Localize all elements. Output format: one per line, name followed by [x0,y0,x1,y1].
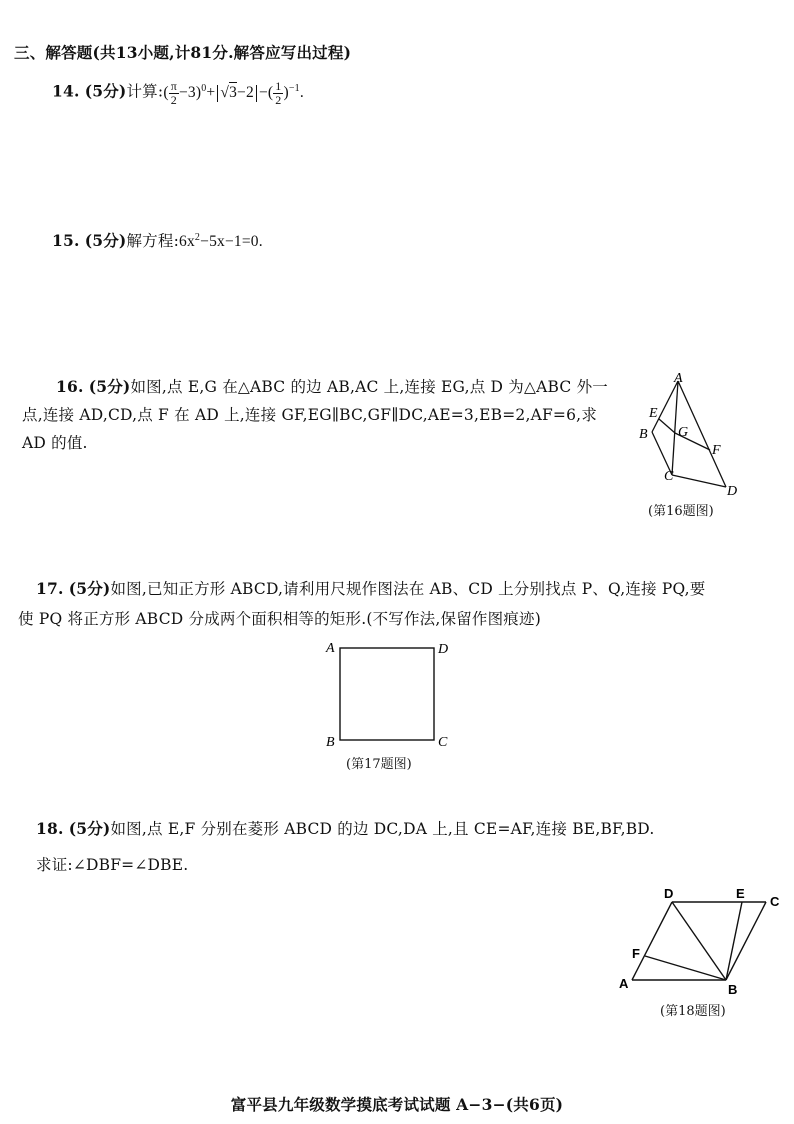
figure-17 [318,636,458,751]
segment-eg [659,419,675,433]
caption-16: (第16题图) [648,504,714,519]
label-b: B [639,427,648,442]
label-a: A [674,372,683,386]
q16-points: (5分) [88,377,131,396]
q14-number: 14. [52,81,80,101]
segment-bf [645,956,726,980]
q14-lead: 计算: [126,82,164,101]
segment-ad [632,902,672,980]
q15-equation: $6x^2-5x-1=0$. [179,232,263,251]
q14-points: (5分) [84,81,127,101]
q15-points: (5分) [84,231,127,251]
segment-bd [672,902,726,980]
section-header [14,44,351,63]
q18-line-2: 求证:∠DBF=∠DBE. [36,856,189,874]
section-title: 、解答题(共13小题,计81分.解答应写出过程) [29,43,352,62]
label-e: E [649,406,658,421]
label-d: D [727,484,738,499]
q16-line-2: 点,连接 AD,CD,点 F 在 AD 上,连接 GF,EG∥BC,GF∥DC,AE=3,EB=2,AF=6,求 [22,406,598,424]
caption-17: (第17题图) [346,757,412,772]
label-b: B [326,735,335,750]
q15-number: 15. [52,231,80,251]
segment-cd [672,475,726,487]
caption-18: (第18题图) [660,1004,726,1019]
q16-line-3: AD 的值. [22,434,88,452]
label-f: F [712,443,721,458]
label-b: B [728,982,738,997]
q14-pi-fraction: $\frac{\pi}{2}$ [170,79,177,107]
q14-expression: ( $\frac{\pi}{2}$ −3)$^0$+ √3−2 −( $\frac{1}{2}$ )$^{-1}$. [163,79,304,107]
label-c: C [438,735,448,750]
label-g: G [678,425,689,440]
page-footer: 富平县九年级数学摸底考试试题 A−3−(共6页) [230,1095,564,1114]
section-mark: 三 [14,43,30,62]
question-14 [52,80,304,106]
q17-line-2: 使 PQ 将正方形 ABCD 分成两个面积相等的矩形.(不写作法,保留作图痕迹) [18,610,541,628]
q17-number: 17. [36,579,64,598]
question-15 [52,232,263,252]
label-c: C [770,894,780,909]
segment-cb [726,902,766,980]
square-abcd [340,648,434,740]
q17-line-1: 17. (5分)如图,已知正方形 ABCD,请利用尺规作图法在 AB、CD 上分别找点 P、Q,连接 PQ,要 [36,579,706,598]
q17-points: (5分) [68,579,111,598]
label-f: F [632,946,640,961]
label-e: E [736,886,745,901]
segment-be [726,902,742,980]
figure-16 [630,372,750,517]
q18-points: (5分) [68,819,111,838]
q14-half-fraction: $\frac{1}{2}$ [275,79,282,107]
label-d: D [664,886,674,901]
q18-number: 18. [36,819,64,838]
q15-lead: 解方程: [126,232,180,251]
label-a: A [619,976,629,991]
label-c: C [664,469,674,484]
q18-line-1: 18. (5分)如图,点 E,F 分别在菱形 ABCD 的边 DC,DA 上,且 CE=AF,连接 BE,BF,BD. [36,819,655,838]
figure-18 [614,880,789,998]
label-d: D [438,642,449,657]
label-a: A [326,641,335,656]
q16-line-1: 16. (5分)如图,点 E,G 在△ABC 的边 AB,AC 上,连接 EG,点 D 为△ABC 外一 [56,377,608,396]
q16-number: 16. [56,377,84,396]
